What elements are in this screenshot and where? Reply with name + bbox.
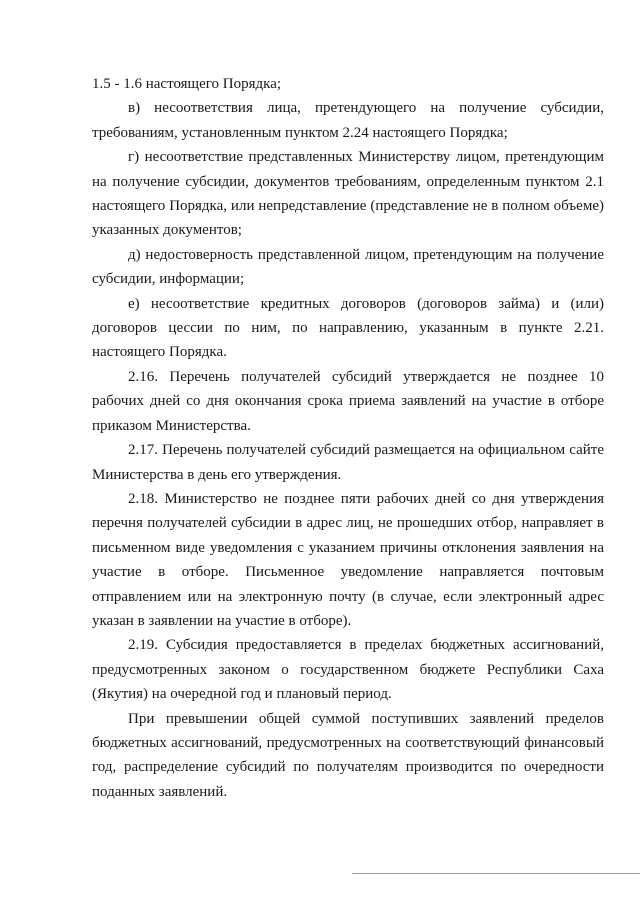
- paragraph-item-d: д) недостоверность представленной лицом, претендующим на получение субсидии, информации;: [92, 246, 604, 288]
- footer-divider: [352, 873, 640, 874]
- paragraph-2-19: 2.19. Субсидия предоставляется в пределах бюджетных ассигнований, предусмотренных законом о государственном бюджете Республики Саха (Якутия) на очередной год и плановый период.: [92, 637, 604, 703]
- paragraph-continuation: 1.5 - 1.6 настоящего Порядка;: [92, 76, 282, 92]
- paragraph-budget-excess: При превышении общей суммой поступивших заявлений пределов бюджетных ассигнований, предусмотренных на соответствующий финансовый год, распределение субсидий по получателям производится по очередности поданных заявлений.: [92, 710, 604, 800]
- paragraph-2-16: 2.16. Перечень получателей субсидий утверждается не позднее 10 рабочих дней со дня окончания срока приема заявлений на участие в отборе приказом Министерства.: [92, 368, 604, 434]
- paragraph-item-v: в) несоответствия лица, претендующего на получение субсидии, требованиям, установленным пунктом 2.24 настоящего Порядка;: [92, 100, 604, 141]
- paragraph-item-e: е) несоответствие кредитных договоров (договоров займа) и (или) договоров цессии по ним, по направлению, указанным в пункте 2.21. настоящего Порядка.: [92, 295, 604, 361]
- paragraph-item-g: г) несоответствие представленных Министерству лицом, претендующим на получение субсидии, документов требованиям, определенным пунктом 2.1 настоящего Порядка, или непредставление (представление не в полном объеме) указанных документов;: [92, 149, 604, 239]
- paragraph-2-18: 2.18. Министерство не позднее пяти рабочих дней со дня утверждения перечня получателей субсидии в адрес лиц, не прошедших отбор, направляет в письменном виде уведомления с указанием причины отклонения заявления на участие в отборе. Письменное уведомление направляется почтовым отправлением или на электронную почту (в случае, если электронный адрес указан в заявлении на участие в отборе).: [92, 490, 604, 629]
- document-body: [92, 72, 604, 804]
- paragraph-2-17: 2.17. Перечень получателей субсидий размещается на официальном сайте Министерства в день его утверждения.: [92, 442, 604, 483]
